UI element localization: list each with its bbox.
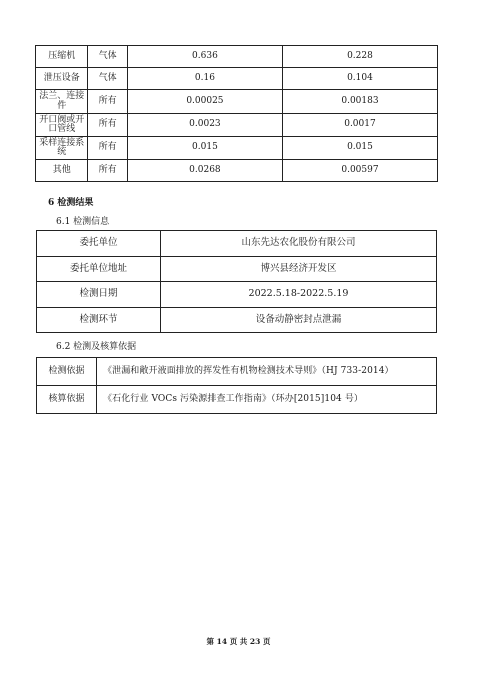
equipment-cell: 法兰、连接件	[36, 90, 88, 114]
section-heading: 6 检测结果	[48, 198, 94, 208]
equipment-cell: 其他	[36, 160, 88, 182]
value-a-cell: 0.00025	[127, 90, 282, 114]
info-label: 委托单位地址	[37, 256, 161, 282]
info-value: 博兴县经济开发区	[161, 256, 437, 282]
table-row	[37, 386, 437, 414]
equipment-cell: 压缩机	[36, 46, 88, 68]
table-row	[37, 358, 437, 386]
medium-cell: 气体	[88, 68, 128, 90]
subsection-heading: 6.2 检测及核算依据	[56, 342, 137, 352]
equipment-cell: 采样连接系统	[36, 137, 88, 160]
value-a-cell: 0.0268	[127, 160, 282, 182]
medium-cell: 所有	[88, 114, 128, 137]
table-row	[36, 68, 438, 90]
value-b-cell: 0.00183	[282, 90, 437, 114]
inspection-info-table	[36, 230, 437, 333]
table-row	[36, 137, 438, 160]
value-b-cell: 0.228	[282, 46, 437, 68]
value-b-cell: 0.0017	[282, 114, 437, 137]
subsection-heading: 6.1 检测信息	[56, 217, 110, 227]
medium-cell: 气体	[88, 46, 128, 68]
basis-label: 检测依据	[37, 358, 97, 386]
info-value: 2022.5.18-2022.5.19	[161, 282, 437, 308]
table-row	[36, 46, 438, 68]
value-b-cell: 0.104	[282, 68, 437, 90]
value-b-cell: 0.015	[282, 137, 437, 160]
table-row	[36, 160, 438, 182]
medium-cell: 所有	[88, 90, 128, 114]
value-a-cell: 0.16	[127, 68, 282, 90]
page-number: 第 14 页 共 23 页	[206, 637, 271, 646]
table-row	[37, 231, 437, 257]
info-label: 委托单位	[37, 231, 161, 257]
table-row	[36, 114, 438, 137]
medium-cell: 所有	[88, 137, 128, 160]
table-row	[37, 307, 437, 333]
table-row	[37, 256, 437, 282]
basis-value: 《泄漏和敞开液面排放的挥发性有机物检测技术导则》（HJ 733-2014）	[97, 358, 437, 386]
equipment-cell: 泄压设备	[36, 68, 88, 90]
value-a-cell: 0.015	[127, 137, 282, 160]
info-label: 检测日期	[37, 282, 161, 308]
equipment-cell: 开口阀或开口管线	[36, 114, 88, 137]
info-label: 检测环节	[37, 307, 161, 333]
basis-value: 《石化行业 VOCs 污染源排查工作指南》（环办[2015]104 号）	[97, 386, 437, 414]
info-value: 山东先达农化股份有限公司	[161, 231, 437, 257]
table-row	[36, 90, 438, 114]
basis-table	[36, 357, 437, 414]
emission-factor-table	[35, 45, 438, 182]
value-a-cell: 0.636	[127, 46, 282, 68]
value-b-cell: 0.00597	[282, 160, 437, 182]
value-a-cell: 0.0023	[127, 114, 282, 137]
table-row	[37, 282, 437, 308]
basis-label: 核算依据	[37, 386, 97, 414]
medium-cell: 所有	[88, 160, 128, 182]
info-value: 设备动静密封点泄漏	[161, 307, 437, 333]
